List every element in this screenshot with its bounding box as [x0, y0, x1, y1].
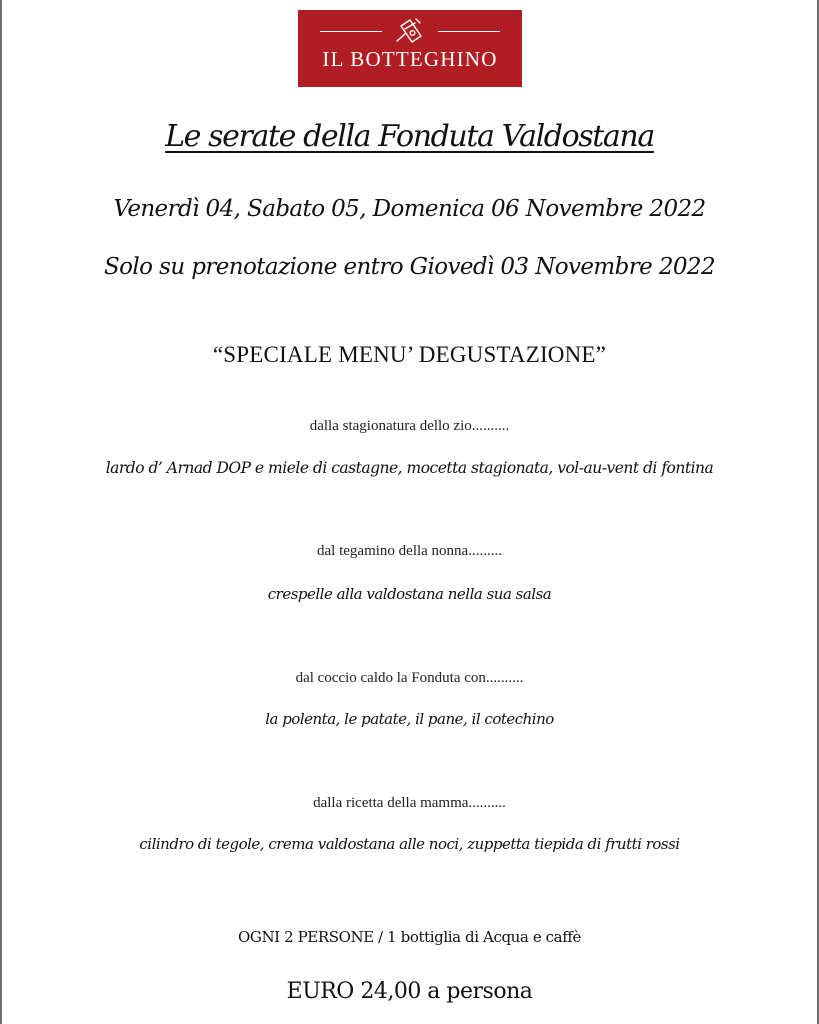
- logo-rule-right: [438, 31, 500, 32]
- course-intro: dal tegamino della nonna.........: [317, 543, 502, 559]
- menu-heading: “SPECIALE MENU’ DEGUSTAZIONE”: [212, 342, 607, 367]
- serving-note: OGNI 2 PERSONE / 1 bottiglia di Acqua e caffè: [237, 928, 582, 946]
- brand-name: IL BOTTEGHINO: [322, 47, 498, 71]
- course-intro: dal coccio caldo la Fonduta con..........: [295, 670, 524, 686]
- course-dish: lardo d’ Arnad DOP e miele di castagne, mocetta stagionata, vol-au-vent di fontina: [105, 459, 714, 477]
- brand-logo: [298, 10, 522, 87]
- booking-note: Solo su prenotazione entro Giovedì 03 Novembre 2022: [104, 254, 715, 280]
- course-dish: la polenta, le patate, il pane, il cotechino: [265, 710, 554, 728]
- course-intro: dalla ricetta della mamma..........: [313, 795, 506, 811]
- course-intro: dalla stagionatura dello zio..........: [309, 418, 510, 434]
- wine-bottle-icon: [394, 17, 426, 45]
- logo-rule-left: [320, 31, 382, 32]
- price: EURO 24,00 a persona: [286, 979, 533, 1004]
- event-dates: Venerdì 04, Sabato 05, Domenica 06 Novembre 2022: [113, 196, 706, 222]
- course-dish: cilindro di tegole, crema valdostana alle noci, zuppetta tiepida di frutti rossi: [139, 835, 680, 853]
- event-title: Le serate della Fonduta Valdostana: [165, 119, 654, 154]
- course-dish: crespelle alla valdostana nella sua salsa: [267, 585, 552, 603]
